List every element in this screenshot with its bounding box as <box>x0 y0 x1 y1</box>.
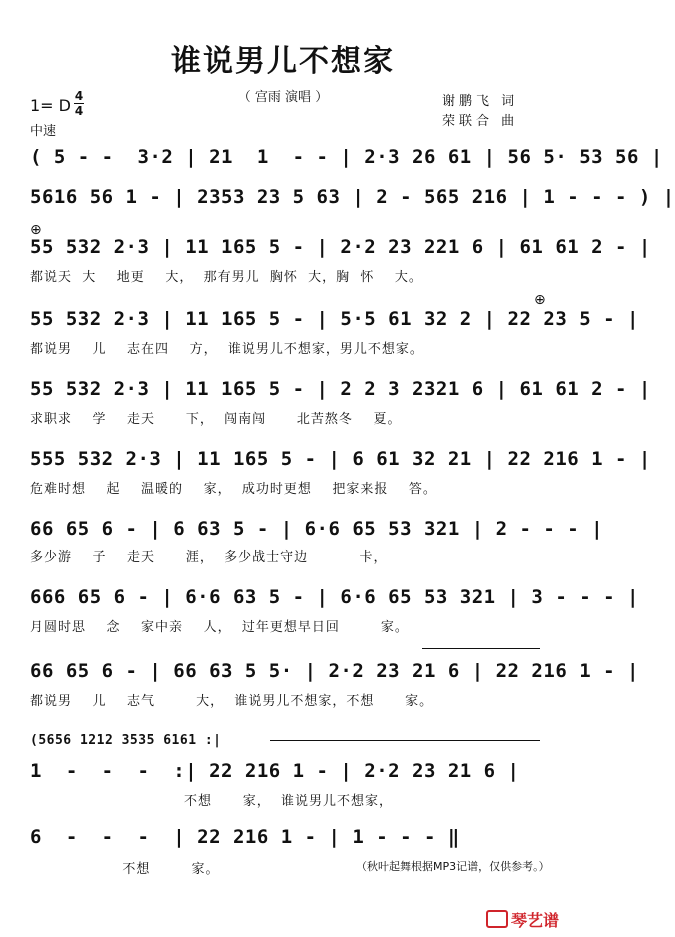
note-sequence: 55 532 2·3 | 11 165 5 - | 2·2 23 221 6 | 61 61 2 - | <box>30 236 651 258</box>
transcription-note: （秋叶起舞根据MP3记谱，仅供参考。） <box>356 860 550 873</box>
volta-bracket-2 <box>270 740 540 751</box>
lyricist-credit: 谢鹏飞 词 <box>442 94 519 109</box>
score-line <box>30 236 651 262</box>
score-line <box>30 518 604 544</box>
coda-sign-icon: ⊕ <box>30 222 42 238</box>
note-sequence: 55 532 2·3 | 11 165 5 - | 5·5 61 32 2 | 22 23 5 - | <box>30 308 639 330</box>
note-sequence: 555 532 2·3 | 11 165 5 - | 6 61 32 21 | 22 216 1 - | <box>30 448 651 470</box>
lyric-line: 多少游 子 走天 涯， 多少战士守边 卡， <box>30 550 388 565</box>
score-line <box>30 146 663 172</box>
song-title: 谁说男儿不想家 <box>171 44 395 79</box>
score-line <box>30 378 651 404</box>
lyric-line: 危难时想 起 温暖的 家， 成功时更想 把家来报 答。 <box>30 482 437 497</box>
score-line <box>30 660 639 686</box>
note-sequence: 55 532 2·3 | 11 165 5 - | 2 2 3 2321 6 | 61 61 2 - | <box>30 378 651 400</box>
time-top: 4 <box>74 89 84 103</box>
volta-bracket-1 <box>422 648 540 659</box>
logo-text: 琴艺谱 <box>511 911 560 930</box>
lyric-line: 都说天 大 地更 大， 那有男儿 胸怀 大，胸 怀 大。 <box>30 270 423 285</box>
lyric-line: 不想 家， 谁说男儿不想家， <box>30 794 394 809</box>
time-bottom: 4 <box>74 104 84 118</box>
composer-credit: 荣联合 曲 <box>442 114 519 129</box>
coda-sign-icon: ⊕ <box>534 292 546 308</box>
logo-icon <box>486 910 508 928</box>
lyric-line: 都说男 儿 志气 大， 谁说男儿不想家，不想 家。 <box>30 694 434 709</box>
score-line <box>30 586 639 612</box>
site-logo <box>486 908 559 931</box>
score-line <box>30 826 544 852</box>
note-sequence: 666 65 6 - | 6·6 63 5 - | 6·6 65 53 321 | 3 - - - | <box>30 586 639 608</box>
note-sequence: (5656 1212 3535 6161 :| <box>30 733 222 748</box>
note-sequence: 66 65 6 - | 6 63 5 - | 6·6 65 53 321 | 2 - - - | <box>30 518 604 540</box>
lyric-line: 都说男 儿 志在四 方， 谁说男儿不想家，男儿不想家。 <box>30 342 424 357</box>
note-sequence: 6 - - - | 22 216 1 - | 1 - - - ‖ <box>30 826 460 848</box>
tempo-marking: 中速 <box>30 124 57 139</box>
note-sequence: 1 - - - :| 22 216 1 - | 2·2 23 21 6 | <box>30 760 520 782</box>
note-sequence: 5616 56 1 - | 2353 23 5 63 | 2 - 565 216 | 1 - - - ) | <box>30 186 675 208</box>
lyric-line: 月圆时思 念 家中亲 人， 过年更想早日回 家。 <box>30 620 409 635</box>
lyric-line: 不想 家。 <box>30 862 220 877</box>
score-line <box>30 186 675 212</box>
score-line <box>30 448 651 474</box>
key-signature: 1= D <box>30 96 71 115</box>
note-sequence: ( 5 - - 3·2 | 21 1 - - | 2·3 26 61 | 56 5· 53 56 | <box>30 146 663 168</box>
score-line <box>30 308 639 334</box>
note-sequence: 66 65 6 - | 66 63 5 5· | 2·2 23 21 6 | 22 216 1 - | <box>30 660 639 682</box>
score-line <box>30 760 544 786</box>
time-signature <box>74 90 84 117</box>
performer-credit: （ 宫雨 演唱 ） <box>237 90 329 105</box>
lyric-line: 求职求 学 走天 下， 闯南闯 北苦熬冬 夏。 <box>30 412 402 427</box>
